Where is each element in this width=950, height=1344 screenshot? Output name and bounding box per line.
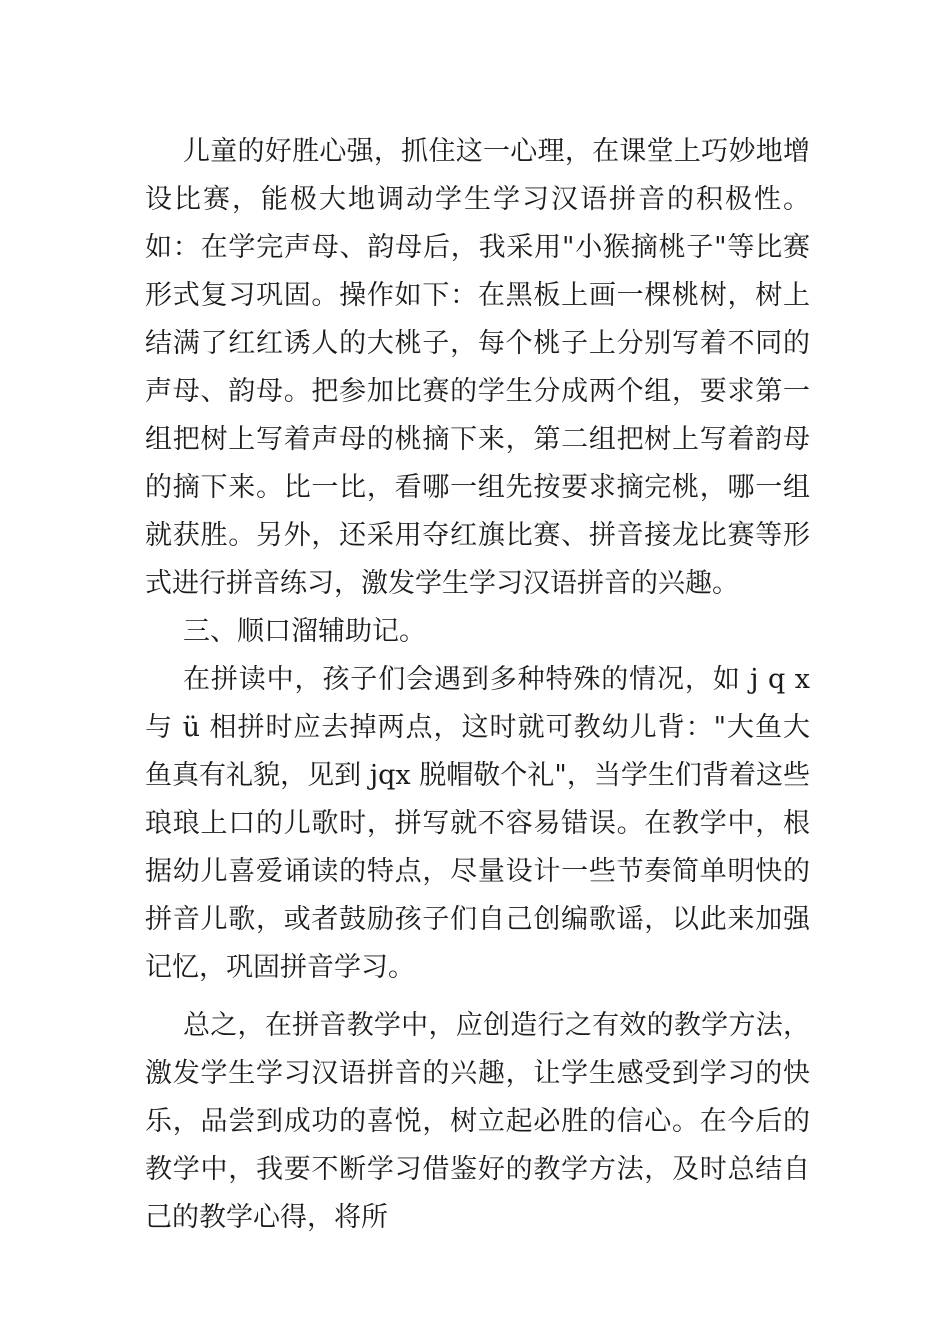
document-page bbox=[145, 128, 810, 1242]
section-heading-3: 三、顺口溜辅助记。 bbox=[183, 616, 426, 647]
paragraph-conclusion: 总之，在拼音教学中，应创造行之有效的教学方法，激发学生学习汉语拼音的兴趣，让学生感受到学习的快乐，品尝到成功的喜悦，树立起必胜的信心。在今后的教学中，我要不断学习借鉴好的教学方法，及时总结自己的教学心得，将所 bbox=[145, 1010, 810, 1233]
paragraph-competition: 儿童的好胜心强，抓住这一心理，在课堂上巧妙地增设比赛，能极大地调动学生学习汉语拼音的积极性。如：在学完声母、韵母后，我采用"小猴摘桃子"等比赛形式复习巩固。操作如下：在黑板上画一棵桃树，树上结满了红红诱人的大桃子，每个桃子上分别写着不同的声母、韵母。把参加比赛的学生分成两个组，要求第一组把树上写着声母的桃摘下来，第二组把树上写着韵母的摘下来。比一比，看哪一组先按要求摘完桃，哪一组就获胜。另外，还采用夺红旗比赛、拼音接龙比赛等形式进行拼音练习，激发学生学习汉语拼音的兴趣。 bbox=[145, 136, 810, 599]
paragraph-rhymes: 在拼读中，孩子们会遇到多种特殊的情况，如 j q x 与 ü 相拼时应去掉两点，这时就可教幼儿背："大鱼大鱼真有礼貌，见到 jqx 脱帽敬个礼"，当学生们背着这些琅琅上口的儿歌时，拼写就不容易错误。在教学中，根据幼儿喜爱诵读的特点，尽量设计一些节奏简单明快的拼音儿歌，或者鼓励孩子们自己创编歌谣，以此来加强记忆，巩固拼音学习。 bbox=[145, 664, 810, 983]
